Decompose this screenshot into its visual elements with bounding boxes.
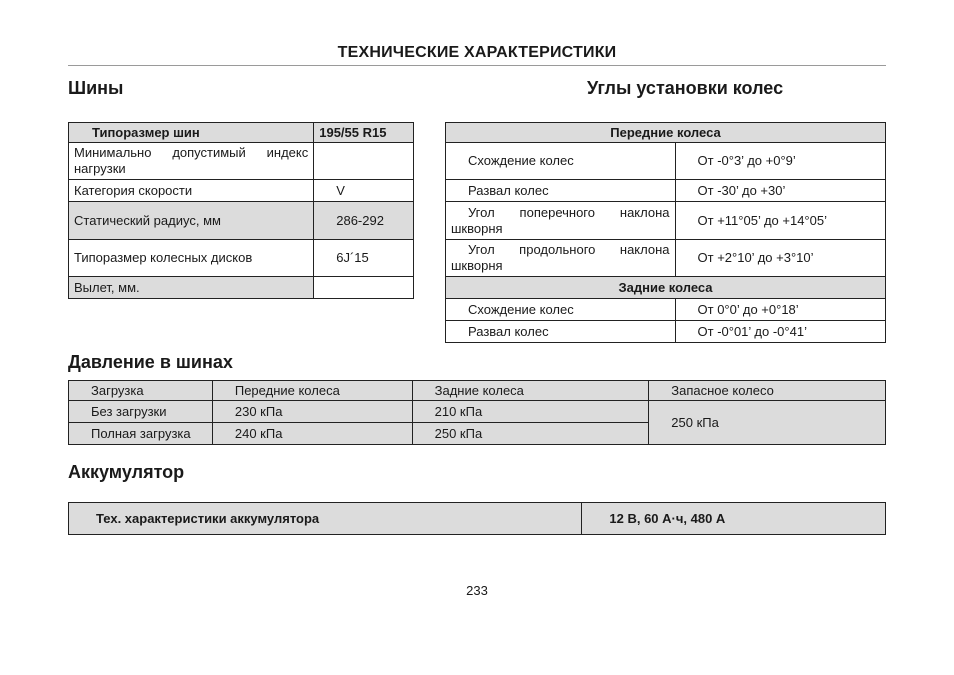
table-row xyxy=(446,321,886,343)
table-row xyxy=(446,299,886,321)
tires-row-value: 286-292 xyxy=(314,202,414,240)
tires-row-label: Вылет, мм. xyxy=(69,277,314,299)
table-row xyxy=(446,240,886,277)
alignment-row-label xyxy=(446,240,676,277)
alignment-row-value: От -30’ до +30’ xyxy=(675,180,885,202)
pressure-row-load: Без загрузки xyxy=(69,401,213,423)
alignment-section-title: Углы установки колес xyxy=(587,78,784,98)
pressure-row-front: 230 кПа xyxy=(212,401,412,423)
pressure-row-rear: 250 кПа xyxy=(412,423,649,445)
pressure-header-front: Передние колеса xyxy=(212,381,412,401)
battery-table xyxy=(68,502,886,535)
tires-row-label xyxy=(69,143,314,180)
tires-row-value xyxy=(314,143,414,180)
pressure-table xyxy=(68,380,886,445)
alignment-row-value: От -0°3’ до +0°9’ xyxy=(675,143,885,180)
page-header-title: ТЕХНИЧЕСКИЕ ХАРАКТЕРИСТИКИ xyxy=(337,44,617,61)
pressure-row-load: Полная загрузка xyxy=(69,423,213,445)
tires-header-value: 195/55 R15 xyxy=(314,123,414,143)
alignment-row-value: От +2°10’ до +3°10’ xyxy=(675,240,885,277)
alignment-row-label-line1: Угол продольного наклона xyxy=(468,242,670,257)
table-row xyxy=(69,277,414,299)
alignment-row-label-line2: шкворня xyxy=(451,258,503,273)
alignment-row-value: От -0°01’ до -0°41’ xyxy=(675,321,885,343)
tires-table xyxy=(68,122,414,299)
alignment-row-label: Схождение колес xyxy=(446,143,676,180)
table-row xyxy=(69,503,886,535)
pressure-section-title: Давление в шинах xyxy=(68,352,233,372)
tires-row-label-line2: нагрузки xyxy=(74,161,126,176)
tires-row-value: 6J´15 xyxy=(314,240,414,277)
tires-row-value xyxy=(314,277,414,299)
table-row xyxy=(446,143,886,180)
alignment-table xyxy=(445,122,886,343)
table-row xyxy=(69,202,414,240)
battery-value: 12 В, 60 А·ч, 480 А xyxy=(582,503,886,535)
table-row xyxy=(446,180,886,202)
page-number: 233 xyxy=(466,583,488,598)
tires-header-label: Типоразмер шин xyxy=(69,123,314,143)
tires-row-label: Статический радиус, мм xyxy=(69,202,314,240)
tires-row-label: Типоразмер колесных дисков xyxy=(69,240,314,277)
pressure-spare-value: 250 кПа xyxy=(649,401,886,445)
alignment-rear-header-row xyxy=(446,277,886,299)
tires-section-title: Шины xyxy=(68,78,124,98)
alignment-row-value: От 0°0’ до +0°18’ xyxy=(675,299,885,321)
alignment-row-label: Схождение колес xyxy=(446,299,676,321)
alignment-front-header-row xyxy=(446,123,886,143)
alignment-row-label: Развал колес xyxy=(446,321,676,343)
table-row xyxy=(446,202,886,240)
table-row xyxy=(69,143,414,180)
alignment-row-label-line1: Угол поперечного наклона xyxy=(468,204,670,220)
alignment-row-label xyxy=(446,202,676,240)
alignment-row-label-line2: шкворня xyxy=(451,220,503,236)
tires-row-label: Категория скорости xyxy=(69,180,314,202)
pressure-row-rear: 210 кПа xyxy=(412,401,649,423)
tires-row-label-line1: Минимально допустимый индекс xyxy=(74,145,309,160)
tires-header-row xyxy=(69,123,414,143)
alignment-front-title: Передние колеса xyxy=(446,123,886,143)
pressure-header-spare: Запасное колесо xyxy=(649,381,886,401)
pressure-row-front: 240 кПа xyxy=(212,423,412,445)
pressure-header-row xyxy=(69,381,886,401)
battery-section-title: Аккумулятор xyxy=(68,462,185,482)
alignment-rear-title: Задние колеса xyxy=(446,277,886,299)
alignment-row-value: От +11°05’ до +14°05’ xyxy=(675,202,885,240)
table-row xyxy=(69,240,414,277)
tires-row-value: V xyxy=(314,180,414,202)
battery-label: Тех. характеристики аккумулятора xyxy=(69,503,582,535)
table-row xyxy=(69,401,886,423)
table-row xyxy=(69,180,414,202)
pressure-header-rear: Задние колеса xyxy=(412,381,649,401)
header-rule xyxy=(68,65,886,66)
pressure-header-load: Загрузка xyxy=(69,381,213,401)
alignment-row-label: Развал колес xyxy=(446,180,676,202)
